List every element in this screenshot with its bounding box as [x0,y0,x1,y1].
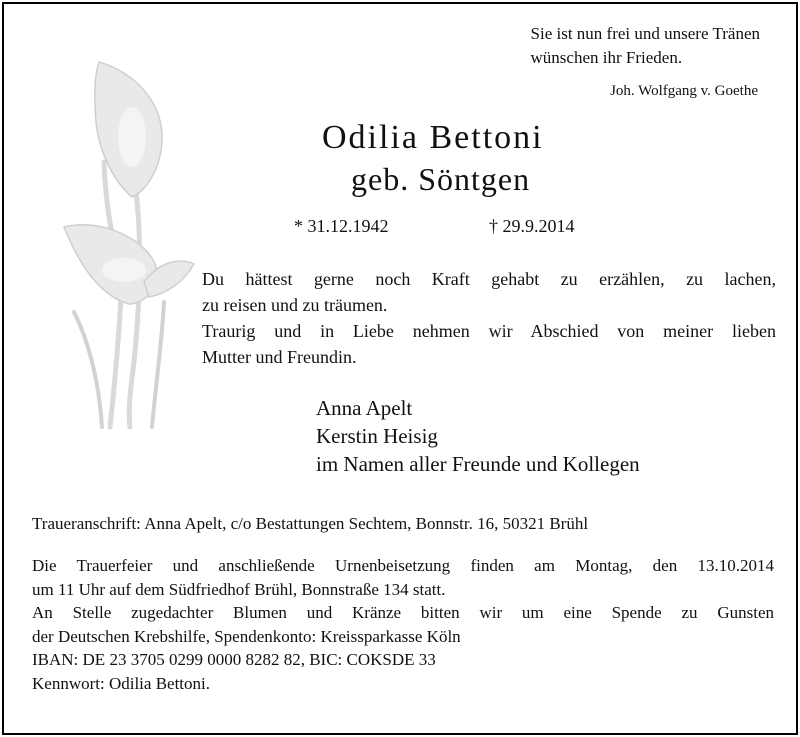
ceremony-details [32,554,774,695]
details-line: Kennwort: Odilia Bettoni. [32,673,211,693]
quote-line: Sie ist nun frei und unsere Tränen [530,24,760,43]
calla-lily-image [44,42,219,432]
details-line: um 11 Uhr auf dem Südfriedhof Brühl, Bonnstraße 134 statt. [32,579,446,599]
quote-line: wünschen ihr Frieden. [530,48,683,67]
maiden-name: geb. Söntgen [351,161,531,197]
birth-date: * 31.12.1942 [294,216,389,236]
obituary-notice [2,2,798,735]
signer: Anna Apelt [316,396,413,420]
details-line: IBAN: DE 23 3705 0299 0000 8282 82, BIC: COKSDE 33 [32,650,436,669]
quote-author: Joh. Wolfgang v. Goethe [610,83,758,99]
details-line: der Deutschen Krebshilfe, Spendenkonto: Kreissparkasse Köln [32,626,461,646]
death-date: † 29.9.2014 [489,216,575,236]
quote [531,22,760,70]
farewell-line: Du hättest gerne noch Kraft gehabt zu erzählen, zu lachen, [202,269,776,289]
details-line: Die Trauerfeier und anschließende Urnenbeisetzung finden am Montag, den 13.10.2014 [32,556,774,575]
farewell-line: Mutter und Freundin. [202,347,357,367]
signers [316,394,640,478]
farewell-line: Traurig und in Liebe nehmen wir Abschied von meiner lieben [202,321,776,341]
deceased-name: Odilia Bettoni [322,119,544,156]
farewell-line: zu reisen und zu träumen. [202,295,388,315]
signer: im Namen aller Freunde und Kollegen [316,452,640,476]
signer: Kerstin Heisig [316,424,438,448]
details-line: An Stelle zugedachter Blumen und Kränze bitten wir um eine Spende zu Gunsten [32,603,774,622]
farewell-text [202,266,776,370]
mourning-address: Traueranschrift: Anna Apelt, c/o Bestattungen Sechtem, Bonnstr. 16, 50321 Brühl [32,514,589,533]
